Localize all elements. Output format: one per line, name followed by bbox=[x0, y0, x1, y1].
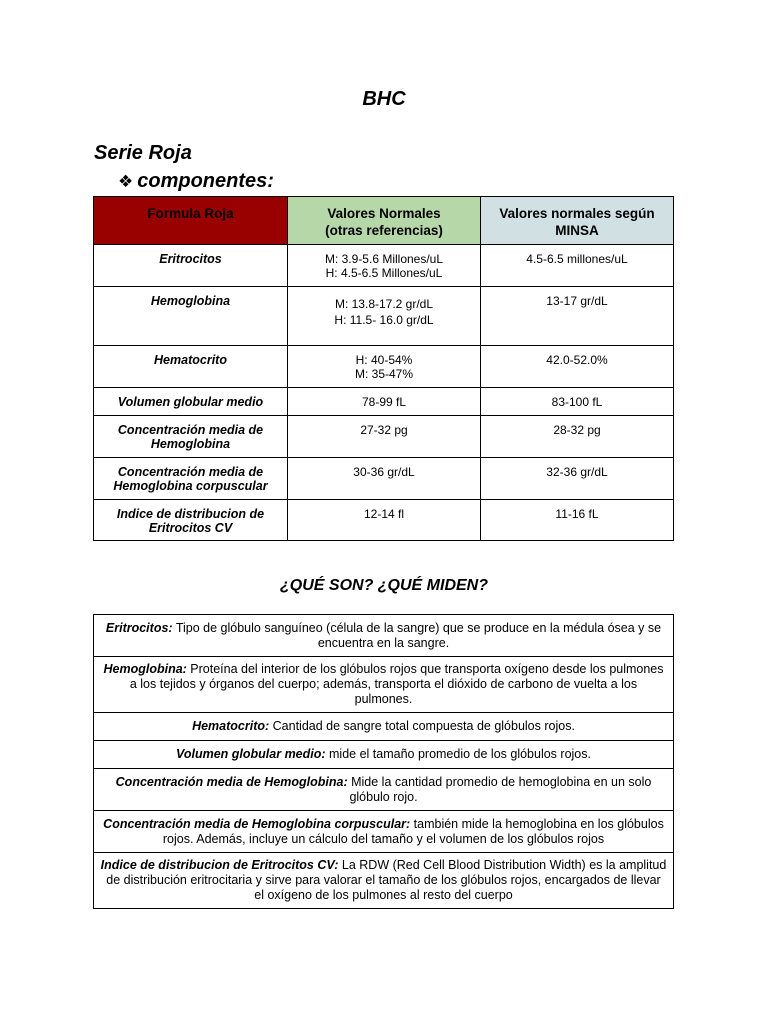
definition-row bbox=[94, 741, 674, 769]
param-cell: Hemoglobina bbox=[94, 287, 288, 346]
table-row bbox=[94, 500, 674, 541]
param-cell: Concentración media de Hemoglobina bbox=[94, 416, 288, 458]
reference-values-table bbox=[93, 196, 674, 541]
definition-term: Volumen globular medio: bbox=[176, 747, 326, 761]
bullet-heading bbox=[118, 170, 274, 193]
definition-row bbox=[94, 657, 674, 713]
definition-text: La RDW (Red Cell Blood Distribution Width) es la amplitud de distribución eritrocitaria y sirve para valorar el tamaño de los glóbulos rojos, encargados de llevar el oxígeno de los pulmones al resto del cuerpo bbox=[106, 858, 667, 902]
minsa-value-cell: 13-17 gr/dL bbox=[481, 287, 674, 346]
minsa-value-cell: 11-16 fL bbox=[481, 500, 674, 541]
minsa-value-cell: 4.5-6.5 millones/uL bbox=[481, 245, 674, 287]
header-valores-normales: Valores Normales (otras referencias) bbox=[288, 197, 481, 245]
definition-cell bbox=[94, 811, 674, 853]
param-cell: Concentración media de Hemoglobina corpuscular bbox=[94, 458, 288, 500]
definition-cell bbox=[94, 713, 674, 741]
definition-term: Concentración media de Hemoglobina: bbox=[115, 774, 348, 789]
minsa-value-cell: 28-32 pg bbox=[481, 416, 674, 458]
table-row bbox=[94, 416, 674, 458]
page-title: BHC bbox=[362, 88, 406, 110]
otras-value-cell: 27-32 pg bbox=[288, 416, 481, 458]
diamond-bullet-icon: ❖ bbox=[118, 172, 134, 191]
param-cell: Hematocrito bbox=[94, 346, 288, 388]
definition-text: Cantidad de sangre total compuesta de glóbulos rojos. bbox=[269, 719, 575, 733]
definition-row bbox=[94, 769, 674, 811]
minsa-value-cell: 32-36 gr/dL bbox=[481, 458, 674, 500]
otras-value-cell: 78-99 fL bbox=[288, 388, 481, 416]
definition-term: Hemoglobina: bbox=[103, 662, 187, 676]
definition-cell bbox=[94, 853, 674, 909]
definition-cell bbox=[94, 657, 674, 713]
table-row bbox=[94, 388, 674, 416]
otras-value-cell: M: 3.9-5.6 Millones/uL H: 4.5-6.5 Millones/uL bbox=[288, 245, 481, 287]
definition-row bbox=[94, 615, 674, 657]
table-row bbox=[94, 346, 674, 388]
table-row bbox=[94, 458, 674, 500]
definition-text: Mide la cantidad promedio de hemoglobina en un solo glóbulo rojo. bbox=[347, 774, 652, 804]
definitions-table bbox=[93, 614, 674, 909]
bullet-heading-text: componentes: bbox=[137, 170, 274, 192]
definition-cell bbox=[94, 769, 674, 811]
definition-cell bbox=[94, 741, 674, 769]
definition-row bbox=[94, 853, 674, 909]
table-row bbox=[94, 245, 674, 287]
param-cell: Volumen globular medio bbox=[94, 388, 288, 416]
definition-text: mide el tamaño promedio de los glóbulos rojos. bbox=[325, 747, 591, 761]
table-row bbox=[94, 287, 674, 346]
definition-term: Concentración media de Hemoglobina corpuscular: bbox=[103, 816, 411, 831]
param-cell: Eritrocitos bbox=[94, 245, 288, 287]
definitions-title: ¿QUÉ SON? ¿QUÉ MIDEN? bbox=[280, 577, 488, 594]
definition-text: Proteína del interior de los glóbulos rojos que transporta oxígeno desde los pulmones a los tejidos y órganos del cuerpo; además, transporta el dióxido de carbono de vuelta a los pulmones. bbox=[129, 662, 664, 706]
definition-row bbox=[94, 811, 674, 853]
header-valores-minsa: Valores normales según MINSA bbox=[481, 197, 674, 245]
definition-term: Indice de distribucion de Eritrocitos CV: bbox=[100, 858, 339, 872]
header-formula-roja: Formula Roja bbox=[94, 197, 288, 245]
section-title: Serie Roja bbox=[94, 142, 192, 164]
otras-value-cell: H: 40-54% M: 35-47% bbox=[288, 346, 481, 388]
definition-term: Eritrocitos: bbox=[105, 620, 173, 635]
definition-text: también mide la hemoglobina en los glóbulos rojos. Además, incluye un cálculo del tamaño y el volumen de los glóbulos rojos bbox=[162, 816, 664, 846]
definition-text: Tipo de glóbulo sanguíneo (célula de la sangre) que se produce en la médula ósea y se encuentra en la sangre. bbox=[172, 620, 662, 650]
definition-row bbox=[94, 713, 674, 741]
otras-value-cell: 30-36 gr/dL bbox=[288, 458, 481, 500]
definition-term: Hematocrito: bbox=[192, 719, 270, 733]
minsa-value-cell: 83-100 fL bbox=[481, 388, 674, 416]
minsa-value-cell: 42.0-52.0% bbox=[481, 346, 674, 388]
definition-cell bbox=[94, 615, 674, 657]
otras-value-cell: M: 13.8-17.2 gr/dL H: 11.5- 16.0 gr/dL bbox=[288, 287, 481, 346]
otras-value-cell: 12-14 fl bbox=[288, 500, 481, 541]
param-cell: Indice de distribucion de Eritrocitos CV bbox=[94, 500, 288, 541]
